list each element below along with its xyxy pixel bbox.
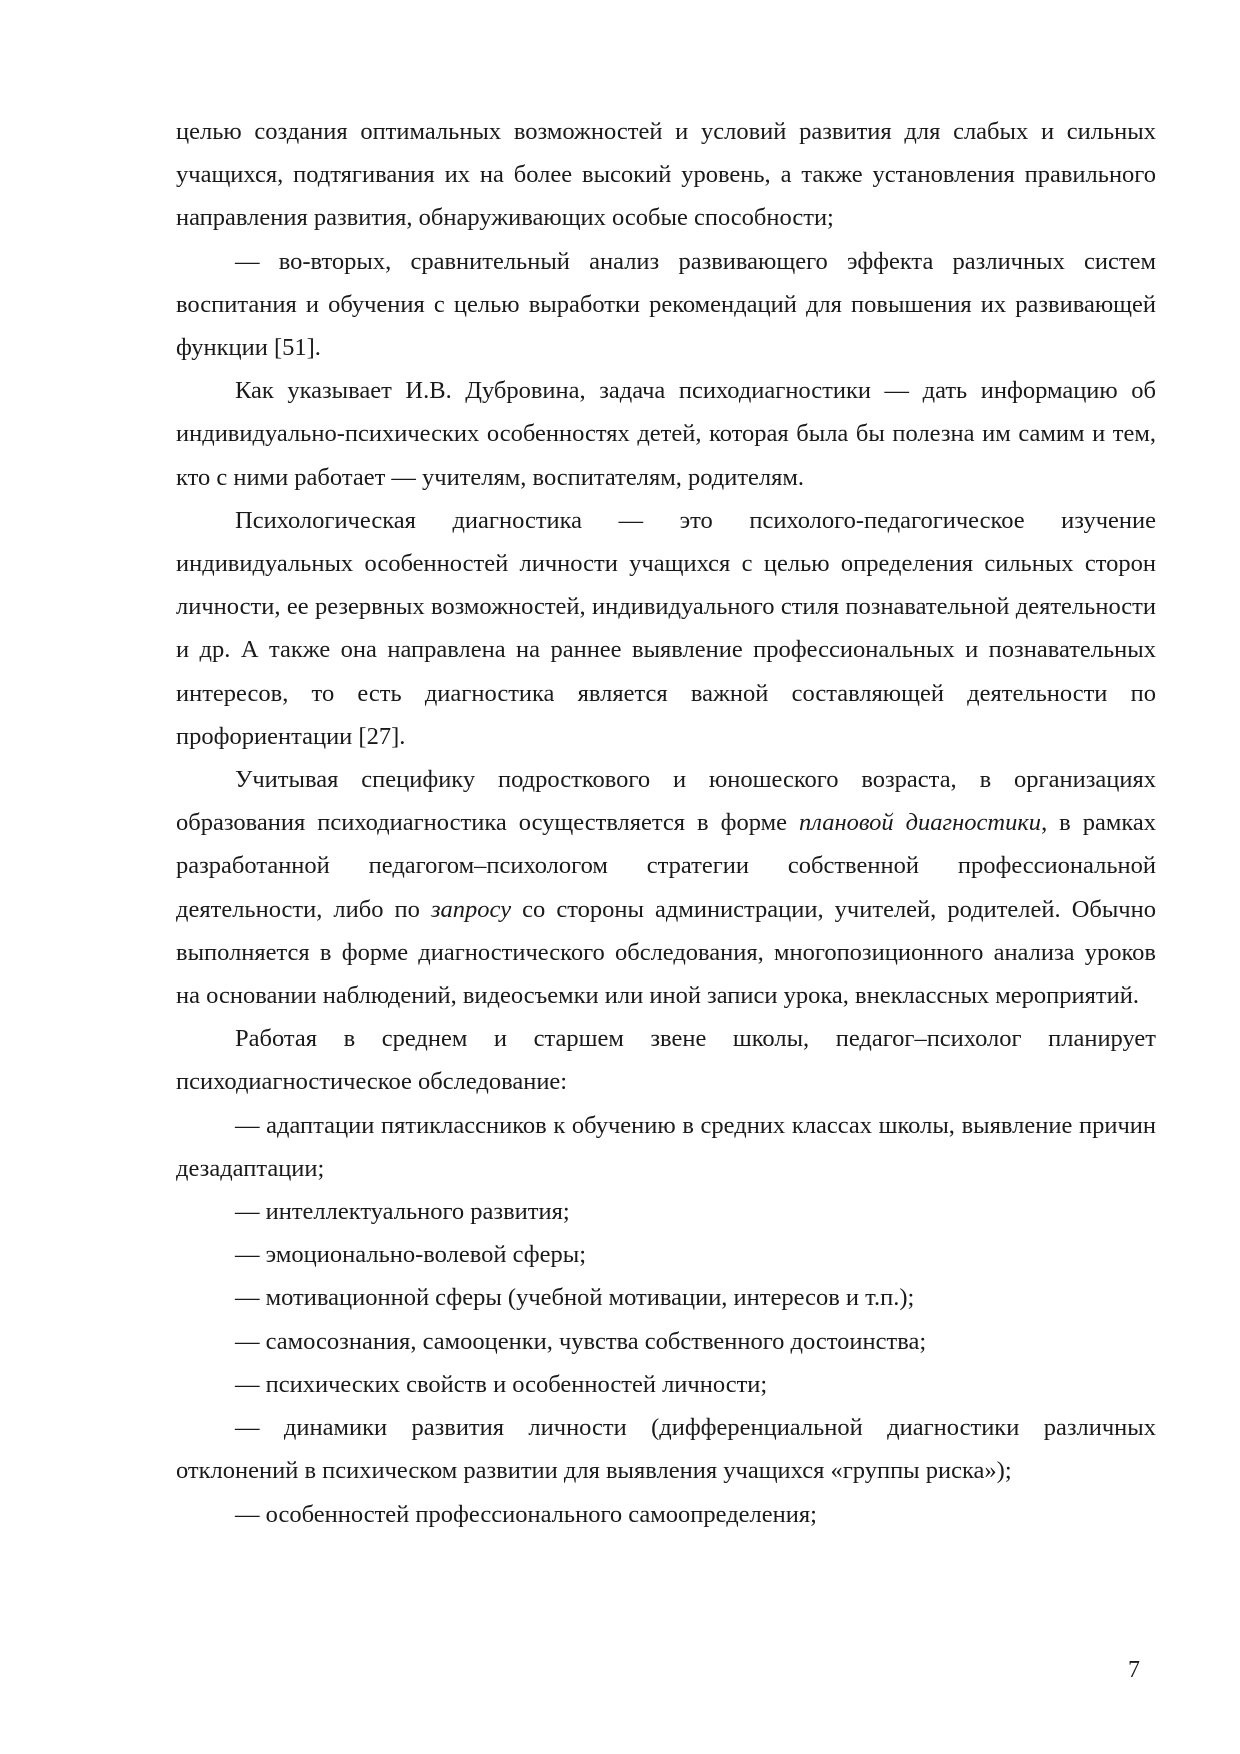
list-item: — мотивационной сферы (учебной мотивации, интересов и т.п.); xyxy=(235,1284,915,1312)
paragraph-continuation: целью создания оптимальных возможностей и условий развития для слабых и сильных учащихся, подтягивания их на более высокий уровень, а также установления правильного направления развития, обнаруживающих особые способности; xyxy=(176,118,1156,232)
text-run: Учитывая специфику подросткового и юношеского возраста, в организациях образования психодиагностика осуществляется в форме xyxy=(176,766,1156,837)
text-run: , в рамках разработанной педагогом–психологом стратегии собственной профессиональной деятельности, либо по xyxy=(176,809,1157,923)
page-number: 7 xyxy=(1128,1657,1140,1683)
list-item: — самосознания, самооценки, чувства собственного достоинства; xyxy=(235,1327,927,1355)
list-item: — психических свойств и особенностей личности; xyxy=(235,1370,768,1398)
paragraph-survey-plan: Работая в среднем и старшем звене школы, педагог–психолог планирует психодиагностическое обследование: xyxy=(176,1025,1156,1096)
paragraph-dubrovina: Как указывает И.В. Дубровина, задача психодиагностики — дать информацию об индивидуально-психических особенностях детей, которая была бы полезна им самим и тем, кто с ними работает — учителям, воспитателям, родителям. xyxy=(176,377,1156,491)
list-item: — эмоционально-волевой сферы; xyxy=(235,1241,587,1269)
list-item: — особенностей профессионального самоопределения; xyxy=(235,1500,817,1528)
page-body xyxy=(176,110,1156,1536)
italic-planned-diagnostics: плановой диагностики xyxy=(798,809,1042,837)
paragraph-diagnostics-forms xyxy=(176,758,1156,1017)
paragraph-secondly: — во-вторых, сравнительный анализ развивающего эффекта различных систем воспитания и обучения с целью выработки рекомендаций для повышения их развивающей функции [51]. xyxy=(176,247,1156,362)
italic-request: запросу xyxy=(430,895,512,923)
paragraph-psych-diagnostics: Психологическая диагностика — это психолого-педагогическое изучение индивидуальных особенностей личности учащихся с целью определения сильных сторон личности, ее резервных возможностей, индивидуального стиля познавательной деятельности и др. А также она направлена на раннее выявление профессиональных и познавательных интересов, то есть диагностика является важной составляющей деятельности по профориентации [27]. xyxy=(176,506,1156,750)
list-item: — адаптации пятиклассников к обучению в средних классах школы, выявление причин дезадаптации; xyxy=(176,1111,1156,1182)
list-item: — динамики развития личности (дифференциальной диагностики различных отклонений в психическом развитии для выявления учащихся «группы риска»); xyxy=(176,1414,1156,1485)
list-item: — интеллектуального развития; xyxy=(235,1198,570,1226)
text-run: со стороны администрации, учителей, родителей. Обычно выполняется в форме диагностического обследования, многопозиционного анализа уроков на основании наблюдений, видеосъемки или иной записи урока, внеклассных мероприятий. xyxy=(176,895,1156,1010)
